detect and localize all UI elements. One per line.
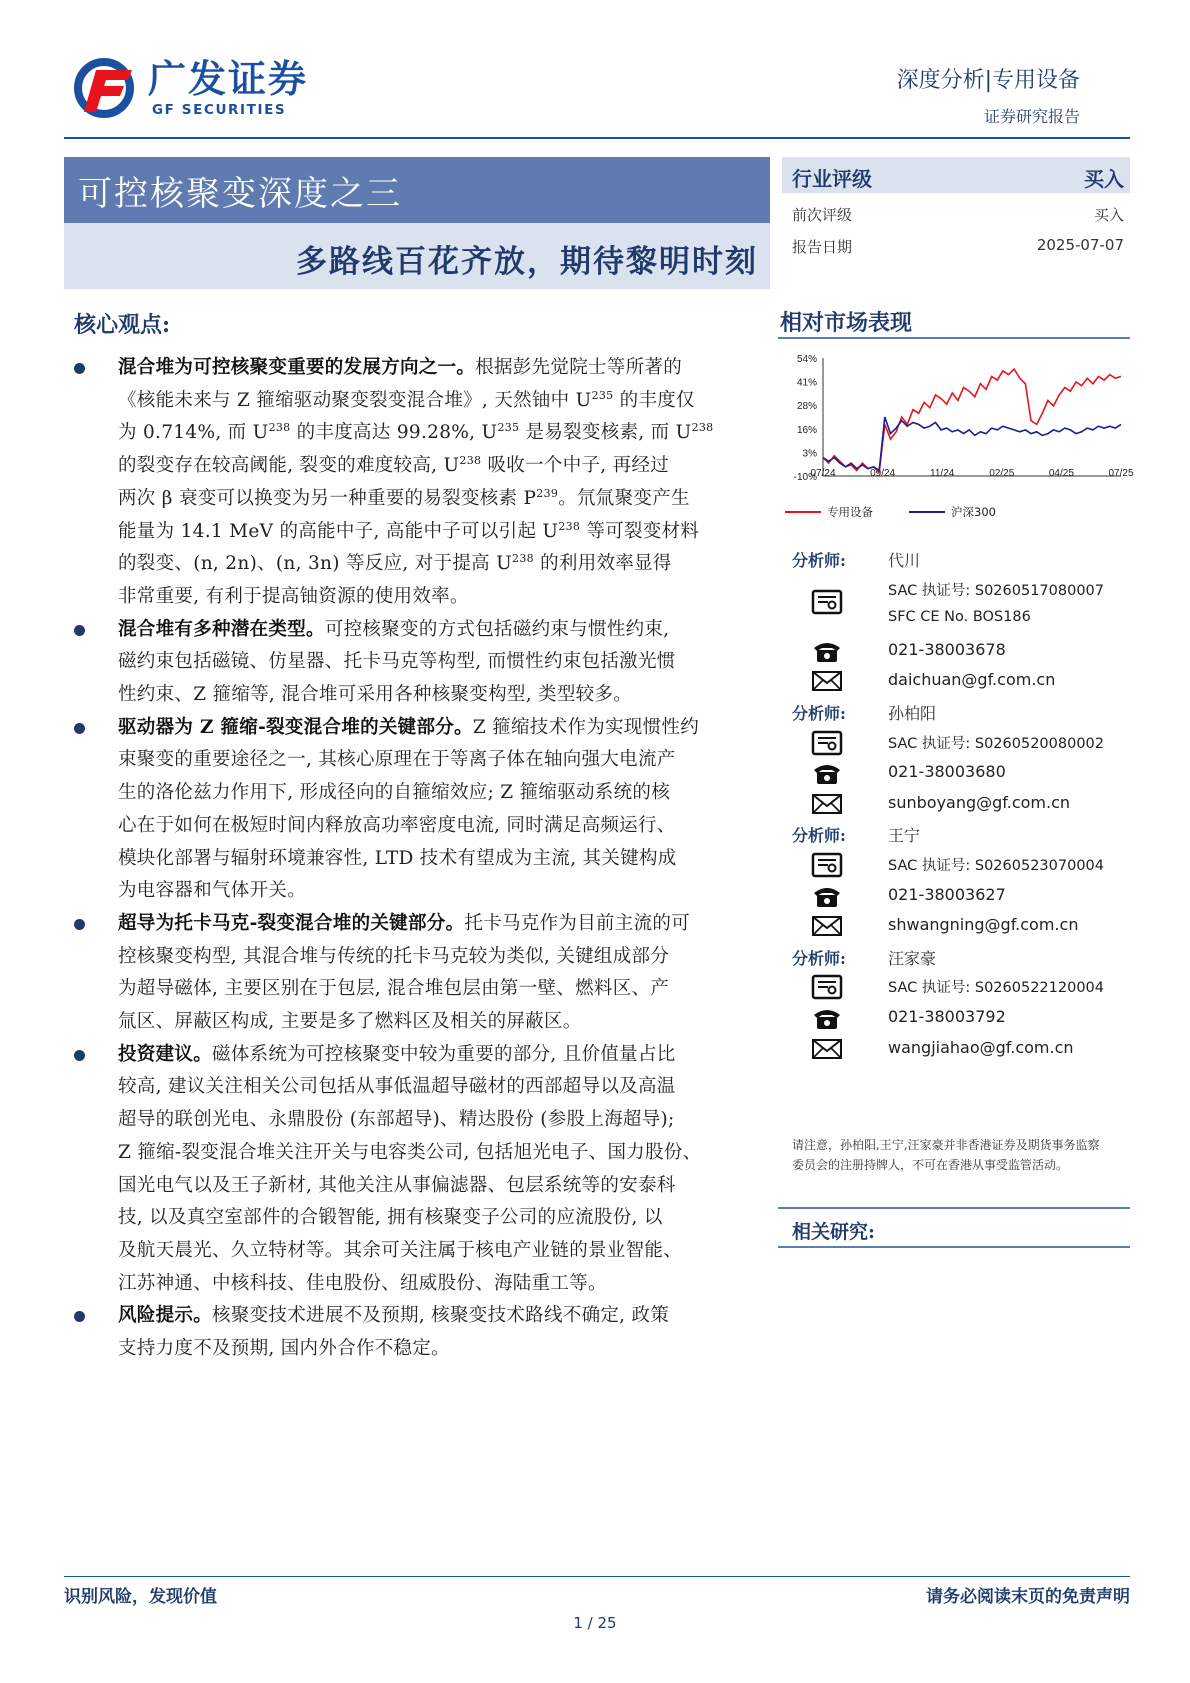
related-bottom-rule bbox=[778, 1246, 1130, 1248]
related-research-heading: 相关研究: bbox=[792, 1221, 876, 1243]
bullet-dot-icon bbox=[74, 1311, 85, 1322]
chart-x-tick-label: 11/24 bbox=[930, 468, 955, 479]
footer-slogan: 识别风险，发现价值 bbox=[64, 1587, 217, 1607]
market-heading-rule bbox=[778, 337, 1130, 339]
certificate-icon bbox=[810, 589, 844, 615]
market-performance-heading: 相对市场表现 bbox=[780, 310, 913, 336]
paragraph-line: 非常重要, 有利于提高铀资源的使用效率。 bbox=[118, 585, 469, 607]
analyst-email[interactable]: daichuan@gf.com.cn bbox=[888, 670, 1056, 690]
analyst-label: 分析师: bbox=[792, 826, 846, 846]
paragraph-line: 模块化部署与辐射环境兼容性, LTD 技术有望成为主流, 其关键构成 bbox=[118, 847, 677, 869]
certificate-icon bbox=[810, 730, 844, 756]
chart-x-tick-label: 07/24 bbox=[810, 468, 836, 479]
chart-x-tick-label: 04/25 bbox=[1048, 468, 1074, 479]
email-icon bbox=[810, 1036, 844, 1062]
chart-series-line-1 bbox=[823, 417, 1121, 471]
bullet-dot-icon bbox=[74, 919, 85, 930]
paragraph-line: 的裂变、(n, 2n)、(n, 3n) 等反应, 对于提高 $U^{238}$ 的利用效率显得 bbox=[118, 552, 672, 575]
paragraph-line: 为超导磁体, 主要区别在于包层, 混合堆包层由第一壁、燃料区、产 bbox=[118, 978, 670, 1000]
paragraph-line: 支持力度不及预期, 国内外合作不稳定。 bbox=[118, 1338, 450, 1359]
certificate-icon bbox=[810, 852, 844, 878]
chart-y-tick-label: 41% bbox=[796, 377, 817, 389]
chart-series-line-0 bbox=[823, 369, 1121, 472]
report-category: 深度分析|专用设备 bbox=[896, 68, 1080, 93]
bullet-dot-icon bbox=[74, 363, 85, 374]
core-view-paragraph bbox=[118, 712, 758, 908]
phone-icon bbox=[810, 638, 844, 664]
paragraph-line: 《核能未来与 Z 箍缩驱动聚变裂变混合堆》, 天然铀中 $U^{235}$ 的丰度仅 bbox=[118, 388, 695, 411]
email-icon bbox=[810, 791, 844, 817]
paragraph-line: 能量为 14.1 MeV 的高能中子, 高能中子可以引起 $U^{238}$ 等可裂变材料 bbox=[118, 519, 700, 542]
paragraph-line: 风险提示。核聚变技术进展不及预期, 核聚变技术路线不确定, 政策 bbox=[118, 1305, 670, 1327]
paragraph-line: 超导的联创光电、永鼎股份 (东部超导)、精达股份 (参股上海超导); bbox=[118, 1109, 675, 1131]
analyst-sac-number: SAC 执证号: S0260523070004 bbox=[888, 858, 1104, 874]
email-icon bbox=[810, 668, 844, 694]
analyst-sfc-number: SFC CE No. BOS186 bbox=[888, 609, 1031, 626]
report-title: 可控核聚变深度之三 bbox=[78, 174, 402, 214]
email-icon bbox=[810, 913, 844, 939]
analyst-phone[interactable]: 021-38003678 bbox=[888, 639, 1006, 659]
paragraph-lead-bold: 混合堆有多种潜在类型。 bbox=[118, 618, 325, 640]
paragraph-lead-bold: 投资建议。 bbox=[118, 1043, 213, 1065]
paragraph-line: 为 0.714%, 而 $U^{238}$ 的丰度高达 99.28%, $U^{235}$ 是易裂变核素, 而 $U^{238}$ bbox=[118, 421, 714, 444]
paragraph-line: 两次 β 衰变可以换变为另一种重要的易裂变核素 $P^{239}$。氘氚聚变产生 bbox=[118, 486, 690, 509]
chart-x-tick-label: 02/25 bbox=[989, 468, 1015, 479]
certificate-icon bbox=[810, 974, 844, 1000]
paragraph-line: 控核聚变构型, 其混合堆与传统的托卡马克较为类似, 关键组成部分 bbox=[118, 945, 670, 967]
industry-rating-label: 行业评级 bbox=[792, 167, 872, 191]
paragraph-line: 较高, 建议关注相关公司包括从事低温超导磁材的西部超导以及高温 bbox=[118, 1076, 676, 1098]
footer-divider bbox=[64, 1576, 1130, 1577]
core-view-paragraph bbox=[118, 1300, 758, 1365]
bullet-dot-icon bbox=[74, 625, 85, 636]
footer-disclaimer-link[interactable]: 请务必阅读末页的免责声明 bbox=[926, 1587, 1130, 1607]
core-view-heading: 核心观点: bbox=[74, 312, 171, 338]
paragraph-line: 混合堆有多种潜在类型。可控核聚变的方式包括磁约束与惯性约束, bbox=[118, 618, 670, 640]
chart-y-tick-label: -10% bbox=[793, 472, 817, 483]
analyst-name: 代川 bbox=[888, 551, 921, 570]
phone-icon bbox=[810, 883, 844, 909]
related-top-rule bbox=[778, 1207, 1130, 1209]
paragraph-line: 混合堆为可控核聚变重要的发展方向之一。根据彭先觉院士等所著的 bbox=[118, 357, 683, 378]
gf-logo-icon bbox=[74, 56, 138, 116]
analyst-label: 分析师: bbox=[792, 704, 846, 723]
analyst-email[interactable]: wangjiahao@gf.com.cn bbox=[888, 1037, 1074, 1057]
paragraph-line: Z 箍缩-裂变混合堆关注开关与电容类公司, 包括旭光电子、国力股份、 bbox=[118, 1141, 702, 1163]
bullet-dot-icon bbox=[74, 1050, 85, 1061]
analyst-license-note bbox=[792, 1135, 1132, 1175]
relative-performance-chart bbox=[785, 352, 1134, 534]
header-divider bbox=[64, 137, 1130, 139]
paragraph-line: 磁约束包括磁镜、仿星器、托卡马克等构型, 而惯性约束包括激光惯 bbox=[118, 651, 676, 673]
previous-rating-value: 买入 bbox=[1093, 206, 1124, 224]
paragraph-line: 性约束、Z 箍缩等, 混合堆可采用各种核聚变构型, 类型较多。 bbox=[118, 684, 633, 705]
chart-y-tick-label: 54% bbox=[796, 354, 817, 365]
paragraph-line: 驱动器为 Z 箍缩-裂变混合堆的关键部分。Z 箍缩技术作为实现惯性约 bbox=[118, 716, 700, 738]
chart-y-tick-label: 3% bbox=[802, 448, 817, 460]
page-number: 1 / 25 bbox=[573, 1614, 617, 1632]
paragraph-line: 国光电气以及王子新材, 其他关注从事偏滤器、包层系统等的安泰科 bbox=[118, 1174, 676, 1196]
analyst-email[interactable]: sunboyang@gf.com.cn bbox=[888, 792, 1071, 812]
analyst-phone[interactable]: 021-38003627 bbox=[888, 884, 1006, 904]
analyst-sac-number: SAC 执证号: S0260517080007 bbox=[888, 582, 1104, 599]
logo-english-text: GF SECURITIES bbox=[152, 102, 287, 118]
paragraph-lead-bold: 混合堆为可控核聚变重要的发展方向之一。 bbox=[118, 357, 476, 378]
logo-chinese-text: 广发证券 bbox=[148, 57, 309, 101]
paragraph-line: 技, 以及真空室部件的合锻智能, 拥有核聚变子公司的应流股份, 以 bbox=[118, 1207, 663, 1229]
chart-y-tick-label: 28% bbox=[796, 401, 817, 413]
chart-x-tick-label: 09/24 bbox=[870, 468, 896, 479]
paragraph-line: 束聚变的重要途径之一, 其核心原理在于等离子体在轴向强大电流产 bbox=[118, 749, 676, 771]
report-type: 证券研究报告 bbox=[983, 107, 1080, 126]
phone-icon bbox=[810, 1005, 844, 1031]
paragraph-line: 的裂变存在较高阈能, 裂变的难度较高, $U^{238}$ 吸收一个中子, 再经过 bbox=[118, 453, 670, 477]
paragraph-lead-bold: 风险提示。 bbox=[118, 1305, 213, 1327]
industry-rating-value: 买入 bbox=[1084, 167, 1124, 191]
core-view-paragraph bbox=[118, 352, 758, 614]
bullet-dot-icon bbox=[74, 723, 85, 734]
previous-rating-label: 前次评级 bbox=[792, 206, 853, 224]
analyst-label: 分析师: bbox=[792, 948, 846, 968]
phone-icon bbox=[810, 760, 844, 786]
analyst-sac-number: SAC 执证号: S0260522120004 bbox=[888, 980, 1104, 997]
analyst-email[interactable]: shwangning@gf.com.cn bbox=[888, 915, 1079, 935]
paragraph-line: 及航天晨光、久立特材等。其余可关注属于核电产业链的景业智能、 bbox=[118, 1239, 683, 1261]
chart-x-tick-label: 07/25 bbox=[1108, 468, 1134, 479]
analyst-note-line: 委员会的注册持牌人，不可在香港从事受监管活动。 bbox=[792, 1158, 1069, 1172]
analyst-phone[interactable]: 021-38003680 bbox=[888, 762, 1006, 782]
paragraph-line: 江苏神通、中核科技、佳电股份、纽威股份、海陆重工等。 bbox=[118, 1272, 607, 1294]
analyst-name: 王宁 bbox=[888, 826, 921, 846]
analyst-label: 分析师: bbox=[792, 551, 846, 570]
paragraph-lead-bold: 超导为托卡马克-裂变混合堆的关键部分。 bbox=[118, 912, 465, 934]
paragraph-line: 心在于如何在极短时间内释放高功率密度电流, 同时满足高频运行、 bbox=[118, 814, 676, 836]
report-date-value: 2025-07-07 bbox=[1036, 236, 1124, 254]
core-view-paragraph bbox=[118, 908, 758, 1039]
paragraph-line: 生的洛伦兹力作用下, 形成径向的自箍缩效应; Z 箍缩驱动系统的核 bbox=[118, 782, 671, 804]
paragraph-lead-bold: 驱动器为 Z 箍缩-裂变混合堆的关键部分。 bbox=[118, 716, 473, 738]
analyst-name: 汪家豪 bbox=[888, 948, 937, 968]
analyst-name: 孙柏阳 bbox=[888, 704, 937, 723]
paragraph-line: 为电容器和气体开关。 bbox=[118, 880, 307, 902]
report-subtitle: 多路线百花齐放，期待黎明时刻 bbox=[296, 244, 758, 280]
paragraph-line: 超导为托卡马克-裂变混合堆的关键部分。托卡马克作为目前主流的可 bbox=[118, 912, 690, 934]
paragraph-line: 投资建议。磁体系统为可控核聚变中较为重要的部分, 且价值量占比 bbox=[118, 1043, 676, 1065]
core-view-paragraph bbox=[118, 1039, 758, 1301]
core-view-paragraph bbox=[118, 614, 758, 712]
paragraph-line: 氚区、屏蔽区构成, 主要是多了燃料区及相关的屏蔽区。 bbox=[118, 1011, 582, 1032]
report-date-label: 报告日期 bbox=[792, 238, 853, 256]
analyst-sac-number: SAC 执证号: S0260520080002 bbox=[888, 735, 1104, 752]
chart-y-tick-label: 16% bbox=[796, 424, 817, 436]
chart-legend-label: 沪深300 bbox=[951, 505, 996, 519]
analyst-phone[interactable]: 021-38003792 bbox=[888, 1007, 1006, 1026]
chart-legend-label: 专用设备 bbox=[827, 505, 873, 519]
analyst-note-line: 请注意，孙柏阳,王宁,汪家豪并非香港证券及期货事务监察 bbox=[792, 1138, 1100, 1152]
